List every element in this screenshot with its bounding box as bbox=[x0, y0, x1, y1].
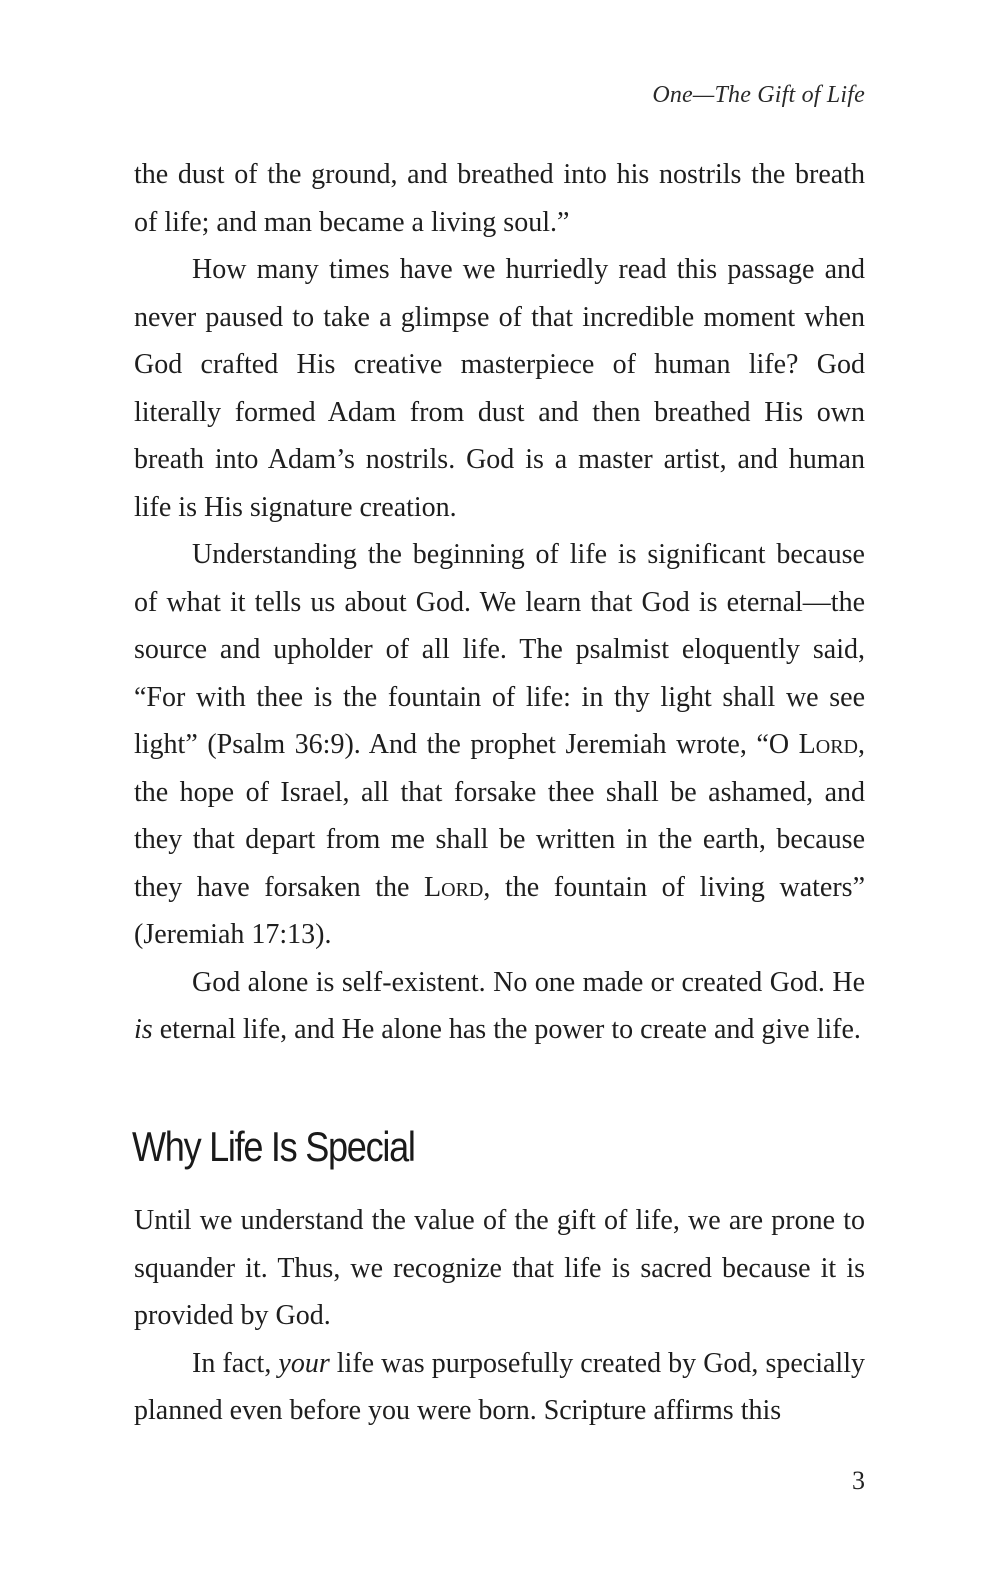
text-run: , the hope of Israel, all that forsake thee shall be ashamed, and they that depart from me shall be written in the earth, because they have forsaken the bbox=[134, 729, 865, 903]
body-text-section-1 bbox=[134, 151, 865, 1054]
paragraph-purposefully-created bbox=[134, 1340, 865, 1435]
text-run: Understanding the beginning of life is significant because of what it tells us about God. We learn that God is eternal—the source and upholder of all life. The psalmist eloquently said, “For with thee is the fountain of life: in thy light shall we see light” (Psalm 36:9). And the prophet Jeremiah wrote, “O bbox=[134, 539, 865, 760]
emphasis-is: is bbox=[134, 1014, 153, 1045]
text-run: God alone is self-existent. No one made or created God. He bbox=[192, 966, 865, 998]
text-run: eternal life, and He alone has the power to create and give life. bbox=[152, 1014, 861, 1045]
emphasis-your: your bbox=[278, 1347, 330, 1379]
text-run: In fact, bbox=[192, 1347, 279, 1379]
paragraph-continuation: the dust of the ground, and breathed into his nostrils the breath of life; and man became a living soul.” bbox=[134, 159, 865, 238]
paragraph-self-existent bbox=[134, 959, 865, 1054]
text-run: life was purposefully created by God, specially planned even before you were born. Scripture affirms this bbox=[134, 1347, 865, 1426]
body-text-section-2 bbox=[134, 1197, 865, 1435]
page-number: 3 bbox=[852, 1466, 865, 1495]
small-caps-lord: Lord bbox=[798, 729, 858, 760]
running-head: One—The Gift of Life bbox=[652, 82, 865, 108]
paragraph-beginning-of-life bbox=[134, 531, 865, 959]
small-caps-lord: Lord bbox=[424, 871, 484, 903]
paragraph-passage-reflection: How many times have we hurriedly read this passage and never paused to take a glimpse of that incredible moment when God crafted His creative masterpiece of human life? God literally formed Adam from dust and then breathed His own breath into Adam’s nostrils. God is a master artist, and human life is His signature creation. bbox=[134, 254, 865, 523]
text-run: , the fountain of living waters” (Jeremiah 17:13). bbox=[134, 871, 866, 950]
section-heading: Why Life Is Special bbox=[132, 1123, 415, 1170]
paragraph-value-of-life: Until we understand the value of the gift of life, we are prone to squander it. Thus, we recognize that life is sacred because it is provided by God. bbox=[134, 1205, 865, 1331]
